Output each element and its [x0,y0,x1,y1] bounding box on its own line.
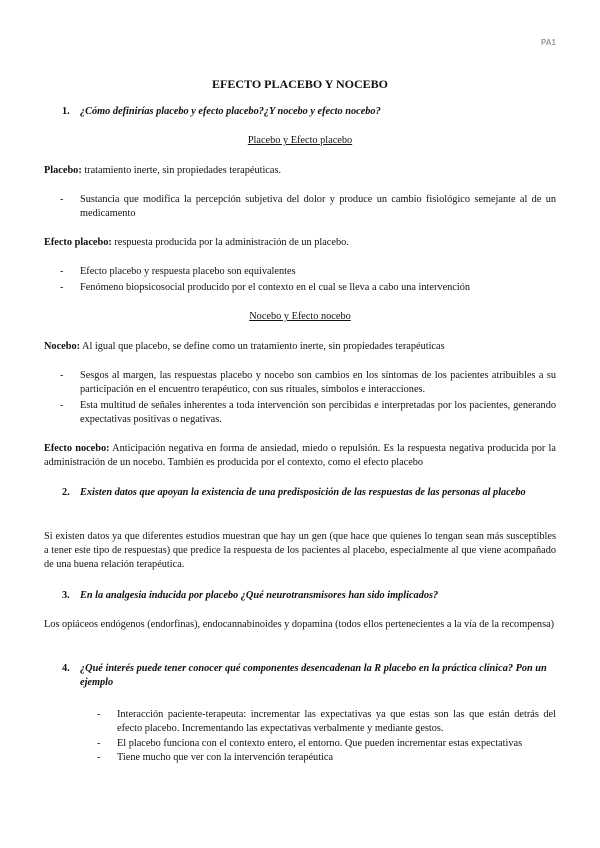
list-item [60,265,556,279]
list-dash: - [97,738,101,749]
list-item [60,369,556,397]
placebo-term: Placebo: [44,165,82,176]
list-dash: - [60,370,64,381]
page-corner-label: PA1 [541,38,556,47]
placebo-definition [44,164,556,178]
list-item-text: Sustancia que modifica la percepción subjetiva del dolor y produce un cambio fisiológico semejante al de un medicamento [80,194,556,220]
list-item-text: Sesgos al margen, las respuestas placebo y nocebo son cambios en los síntomas de los pacientes atribuibles a su participación en el encuentro terapéutico, con sus rituales, símbolos e interacciones. [80,370,556,396]
question-3-number: 3. [62,590,70,601]
question-2 [62,486,556,500]
list-dash: - [97,709,101,720]
efecto-nocebo-term: Efecto nocebo: [44,443,110,454]
document-title: EFECTO PLACEBO Y NOCEBO [212,77,388,91]
list-item [60,281,556,295]
list-item [60,193,556,221]
list-item-text: Fenómeno biopsicosocial producido por el contexto en el cual se lleva a cabo una intervención [80,282,471,293]
list-item-text: Esta multitud de señales inherentes a toda intervención son percibidas e interpretadas por los pacientes, generando expectativas positivas o negativas. [80,400,556,426]
efecto-placebo-definition [44,236,556,250]
question-1 [62,105,556,119]
question-4 [62,662,556,690]
efecto-placebo-text: respuesta producida por la administración de un placebo. [111,237,349,248]
list-item-text: Tiene mucho que ver con la intervención terapéutica [117,752,334,763]
question-2-number: 2. [62,487,70,498]
question-3-text: En la analgesia inducida por placebo ¿Qué neurotransmisores han sido implicados? [80,590,439,601]
question-1-text: ¿Cómo definirías placebo y efecto placebo?¿Y nocebo y efecto nocebo? [80,106,381,117]
placebo-text: tratamiento inerte, sin propiedades terapéuticas. [81,165,282,176]
list-item-text: El placebo funciona con el contexto entero, el entorno. Que pueden incrementar estas expectativas [117,738,523,749]
list-dash: - [60,400,64,411]
efecto-placebo-term: Efecto placebo: [44,237,112,248]
list-item [97,737,556,751]
efecto-nocebo-text: Anticipación negativa en forma de ansiedad, miedo o repulsión. Es la respuesta negativa producida por la administración de un nocebo. También es producida por el contexto, como el efecto placebo [44,443,556,469]
list-dash: - [97,752,101,763]
question-4-text: ¿Qué interés puede tener conocer qué componentes desencadenan la R placebo en la práctica clínica? Pon un ejemplo [80,663,547,688]
question-1-number: 1. [62,106,70,117]
question-3 [62,589,556,603]
question-2-text: Existen datos que apoyan la existencia de una predisposición de las respuestas de las personas al placebo [80,487,526,498]
list-dash: - [60,194,64,205]
list-item [97,708,556,736]
nocebo-term: Nocebo: [44,341,81,352]
list-dash: - [60,282,64,293]
list-dash: - [60,266,64,277]
list-item [60,399,556,427]
nocebo-text: Al igual que placebo, se define como un tratamiento inerte, sin propiedades terapéuticas [80,341,445,352]
question-4-number: 4. [62,663,70,674]
efecto-nocebo-definition [44,442,556,470]
answer-2: Si existen datos ya que diferentes estudios muestran que hay un gen (que hace que quienes lo tengan sean más susceptibles a tener este tipo de respuestas) que predice la respuesta de los pacientes al placebo, especialmente al que viene acompañado de una buena relación terapéutica. [44,531,556,571]
subheading-nocebo: Nocebo y Efecto nocebo [249,311,351,322]
answer-3: Los opiáceos endógenos (endorfinas), endocannabinoides y dopamina (todos ellos pertenecientes a la vía de la recompensa) [44,619,555,630]
list-item [97,751,556,765]
list-item-text: Interacción paciente-terapeuta: incrementar las expectativas ya que estas son las que están detrás del efecto placebo. Incrementando las expectativas verbalmente y mediante gestos. [117,709,556,735]
list-item-text: Efecto placebo y respuesta placebo son equivalentes [80,266,296,277]
subheading-placebo: Placebo y Efecto placebo [247,135,353,146]
nocebo-definition [44,340,556,354]
